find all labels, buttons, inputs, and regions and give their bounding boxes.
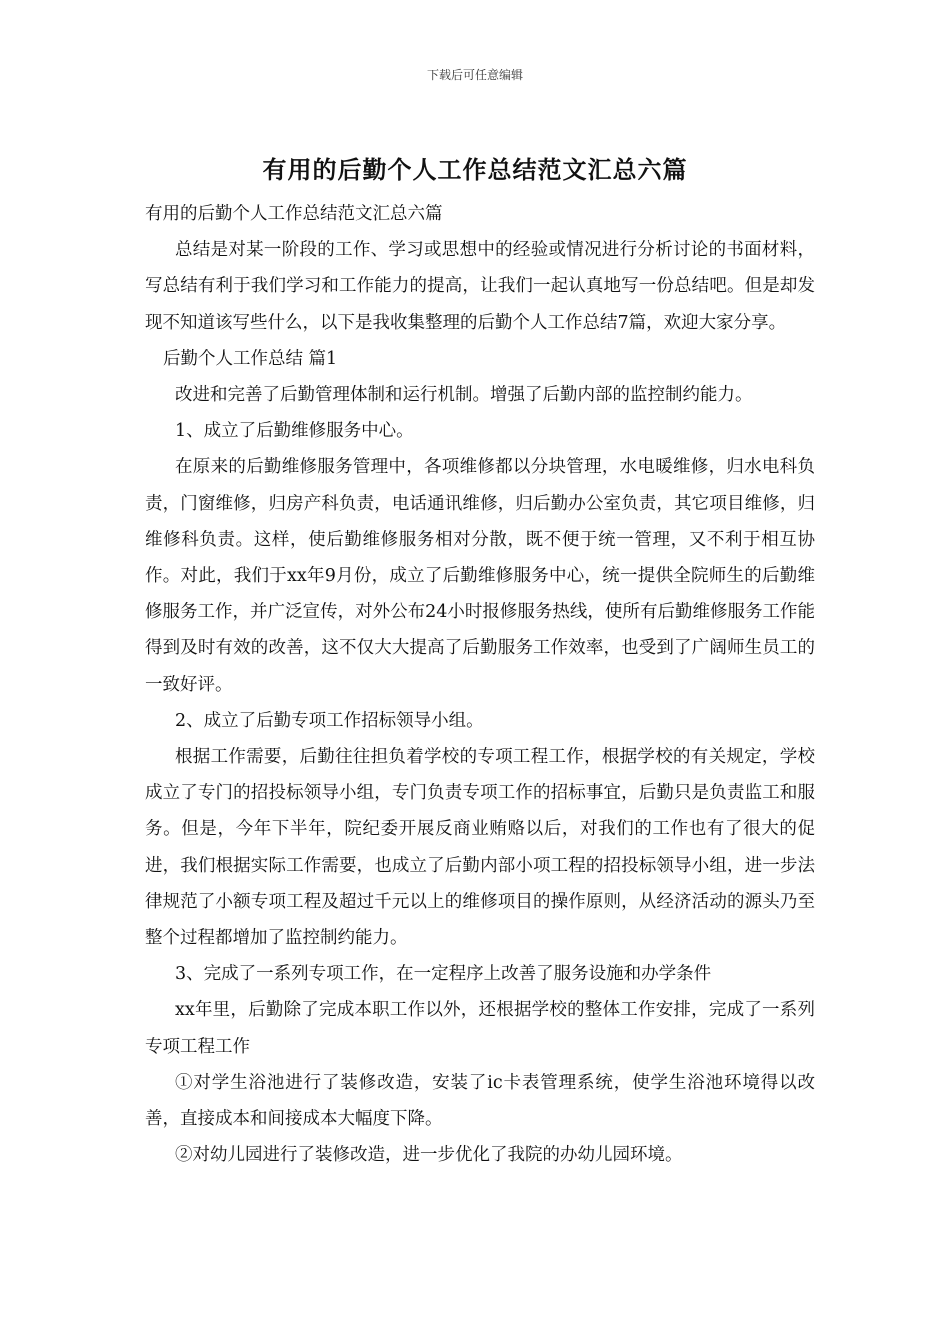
paragraph: 改进和完善了后勤管理体制和运行机制。增强了后勤内部的监控制约能力。 (175, 385, 753, 406)
section-heading: 后勤个人工作总结 篇1 (163, 348, 338, 369)
list-heading-2: 2、成立了后勤专项工作招标领导小组。 (175, 710, 484, 731)
document-title: 有用的后勤个人工作总结范文汇总六篇 (262, 155, 688, 184)
list-item: ①对学生浴池进行了装修改造，安装了ic卡表管理系统，使学生浴池环境得以改善，直接成本和间接成本大幅度下降。 (145, 1072, 815, 1130)
list-heading-1: 1、成立了后勤维修服务中心。 (175, 421, 414, 442)
intro-paragraph: 总结是对某一阶段的工作、学习或思想中的经验或情况进行分析讨论的书面材料，写总结有利于我们学习和工作能力的提高，让我们一起认真地写一份总结吧。但是却发现不知道该写些什么，以下是我收集整理的后勤个人工作总结7篇，欢迎大家分享。 (145, 240, 815, 333)
list-item: ②对幼儿园进行了装修改造，进一步优化了我院的办幼儿园环境。 (175, 1145, 683, 1166)
paragraph: 根据工作需要，后勤往往担负着学校的专项工程工作，根据学校的有关规定，学校成立了专门的招投标领导小组，专门负责专项工作的招标事宜，后勤只是负责监工和服务。但是，今年下半年，院纪委开展反商业贿赂以后，对我们的工作也有了很大的促进，我们根据实际工作需要，也成立了后勤内部小项工程的招投标领导小组，进一步法律规范了小额专项工程及超过千元以上的维修项目的操作原则，从经济活动的源头乃至整个过程都增加了监控制约能力。 (145, 747, 815, 949)
header-note: 下载后可任意编辑 (426, 68, 523, 82)
document-body (145, 196, 815, 1173)
paragraph: 在原来的后勤维修服务管理中，各项维修都以分块管理，水电暖维修，归水电科负责，门窗维修，归房产科负责，电话通讯维修，归后勤办公室负责，其它项目维修，归维修科负责。这样，使后勤维修服务相对分散，既不便于统一管理，又不利于相互协作。对此，我们于xx年9月份，成立了后勤维修服务中心，统一提供全院师生的后勤维修服务工作，并广泛宣传，对外公布24小时报修服务热线，使所有后勤维修服务工作能得到及时有效的改善，这不仅大大提高了后勤服务工作效率，也受到了广阔师生员工的一致好评。 (145, 457, 815, 695)
subtitle-line: 有用的后勤个人工作总结范文汇总六篇 (145, 204, 443, 224)
paragraph: xx年里，后勤除了完成本职工作以外，还根据学校的整体工作安排，完成了一系列专项工程工作 (145, 1000, 815, 1057)
list-heading-3: 3、完成了一系列专项工作，在一定程序上改善了服务设施和办学条件 (175, 964, 712, 985)
